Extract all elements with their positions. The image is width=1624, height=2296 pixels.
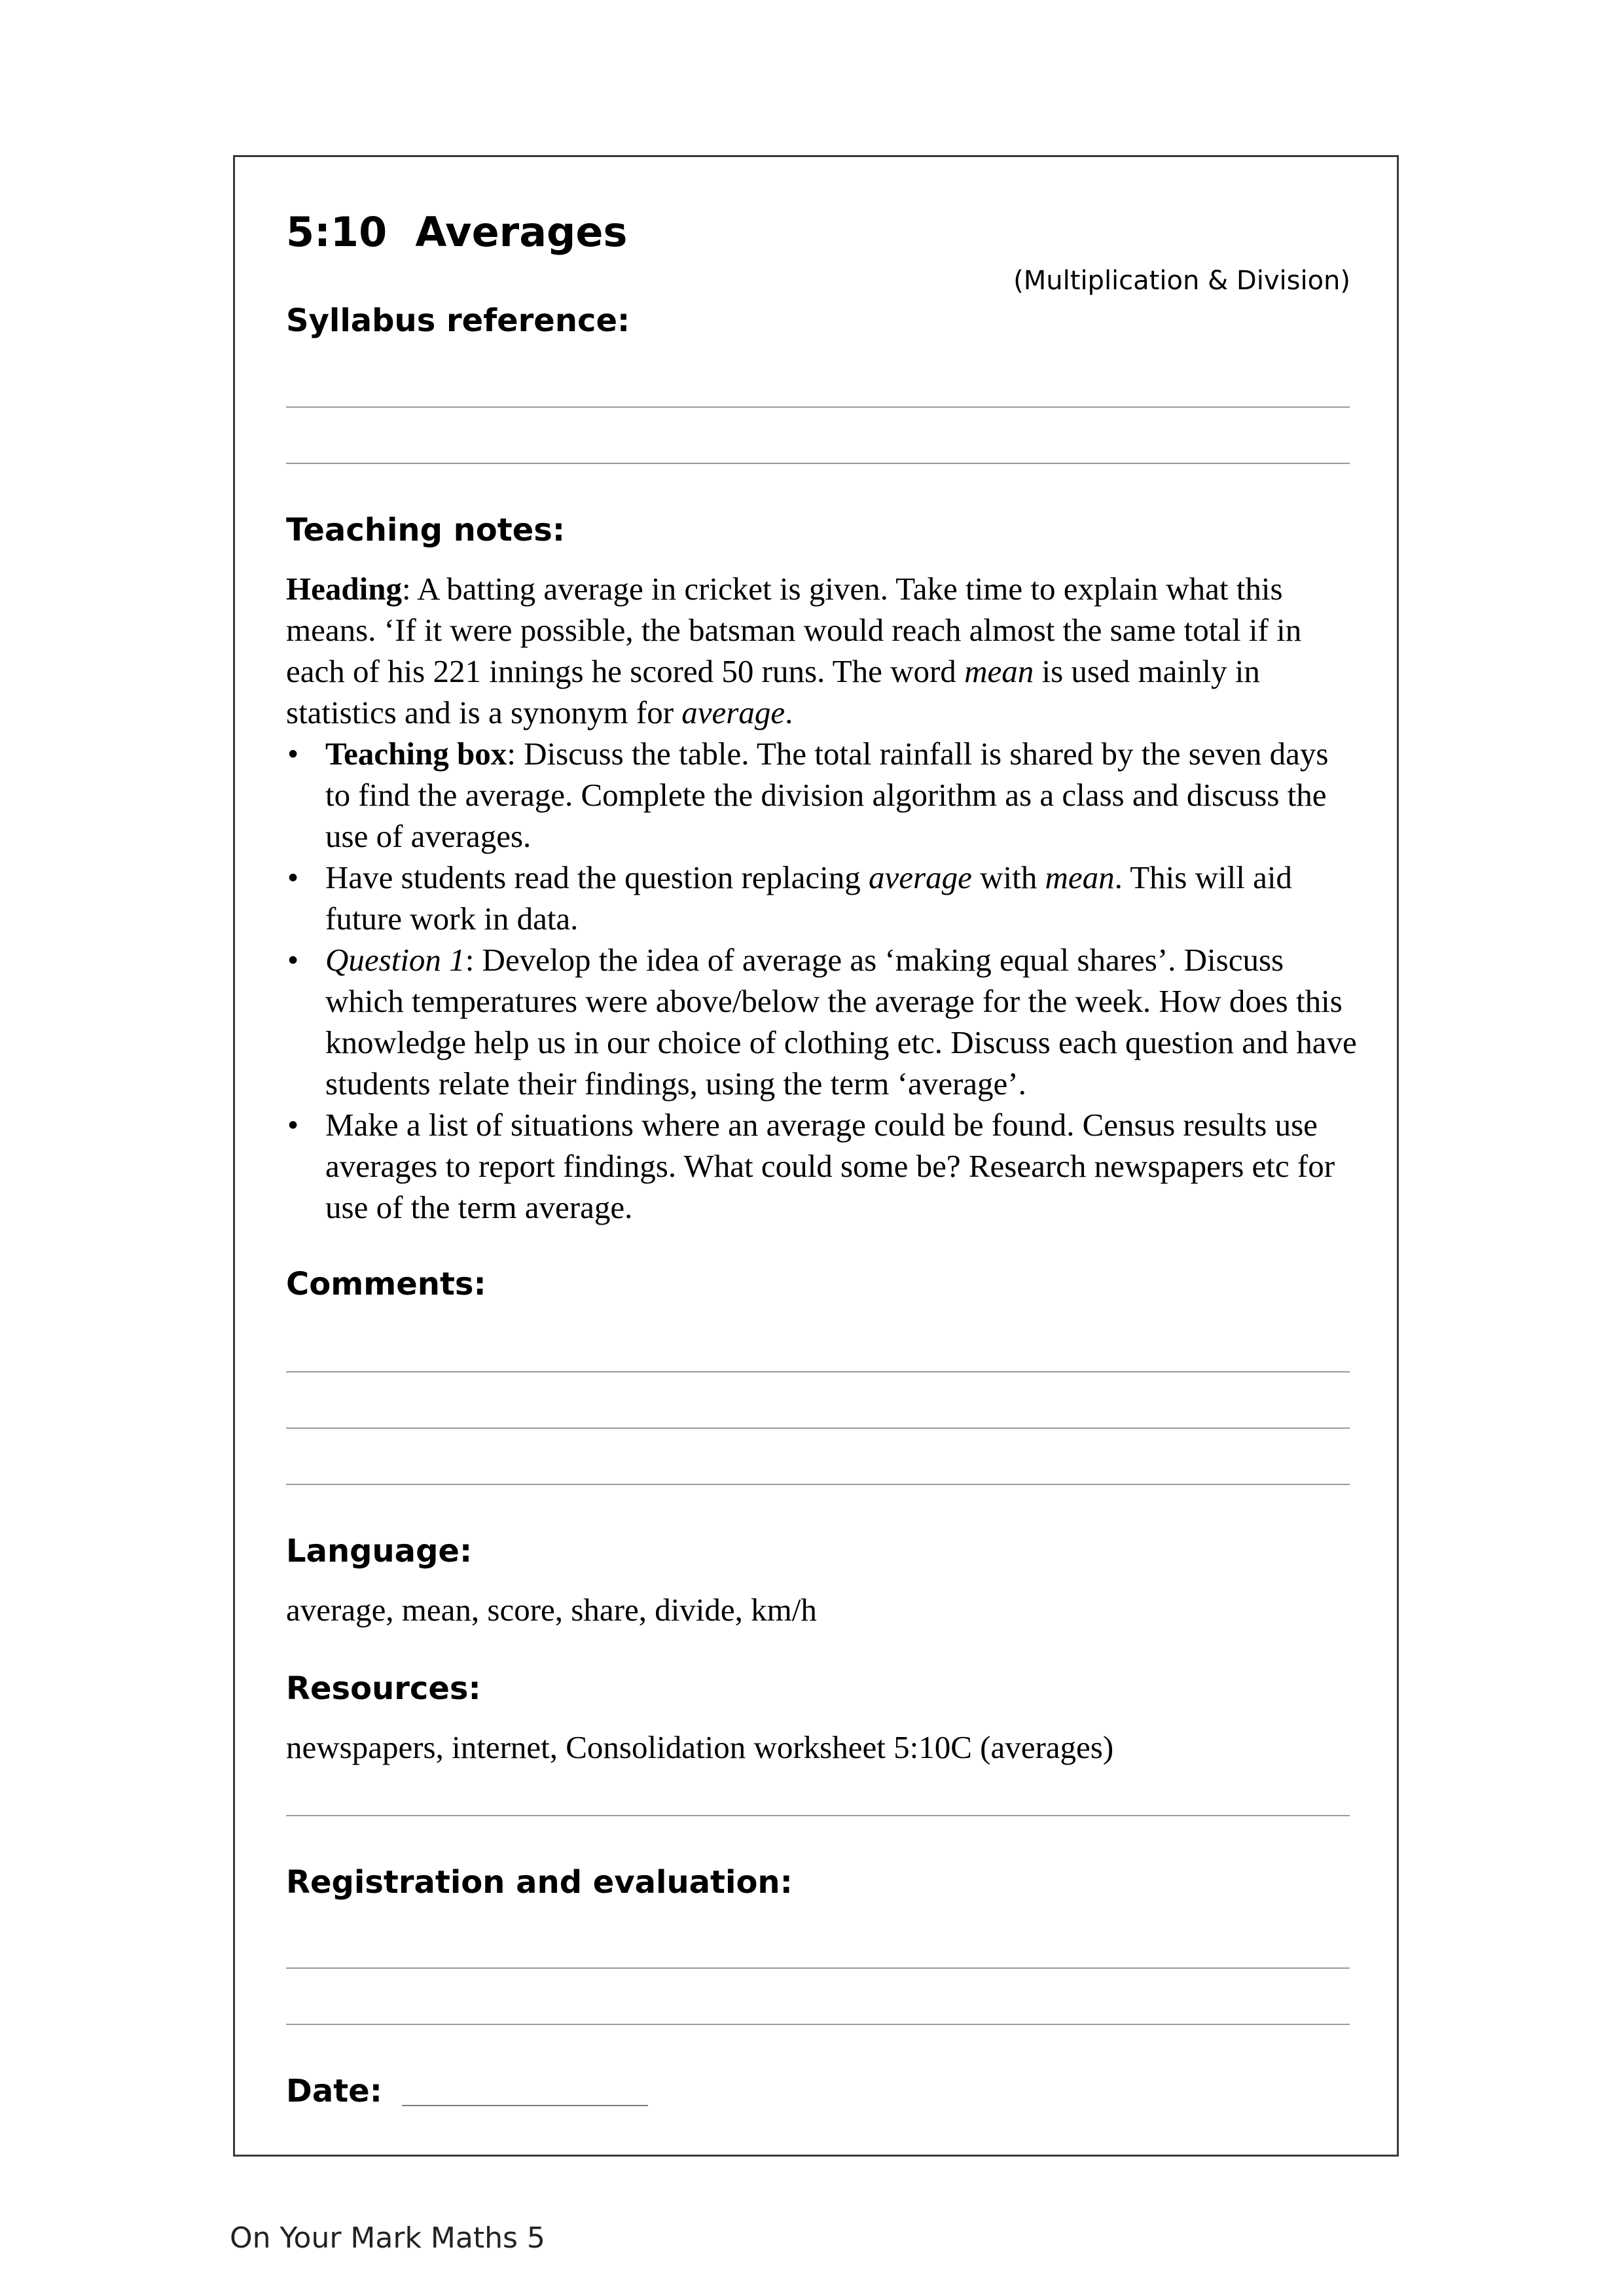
list-item <box>286 939 1360 1104</box>
comments-line-1 <box>286 1371 1350 1372</box>
bullet-text: with <box>971 859 1045 895</box>
list-item <box>286 733 1360 857</box>
intro-lead: Heading <box>286 571 402 607</box>
teaching-notes-intro <box>286 568 1360 733</box>
bullet-italic: mean <box>1045 859 1115 895</box>
bullet-text: : Develop the idea of average as ‘making equal shares’. Discuss which temperatures were above/below the average for the week. How does this knowledge help us in our choice of clothing etc. Discuss each question and have students relate their findings, using the term ‘average’. <box>325 942 1357 1102</box>
syllabus-heading: Syllabus reference: <box>286 302 630 339</box>
resources-line <box>286 1815 1350 1816</box>
resources-text: newspapers, internet, Consolidation worksheet 5:10C (averages) <box>286 1729 1114 1765</box>
resources-heading: Resources: <box>286 1670 481 1707</box>
language-heading: Language: <box>286 1533 473 1570</box>
bullet-icon: • <box>287 1107 299 1143</box>
bullet-icon: • <box>287 859 299 895</box>
bullet-text: . This will aid future work in data. <box>325 859 1292 937</box>
teaching-notes-list <box>286 733 1360 1228</box>
date-heading: Date: <box>286 2073 382 2109</box>
intro-italic-1: mean <box>964 653 1034 689</box>
language-text: average, mean, score, share, divide, km/h <box>286 1592 817 1628</box>
bullet-italic: average <box>869 859 972 895</box>
bullet-text: Make a list of situations where an average could be found. Census results use averages to report findings. What could some be? Research newspapers etc for use of the term average. <box>325 1107 1335 1225</box>
strand-label: (Multiplication & Division) <box>1013 266 1350 296</box>
comments-line-3 <box>286 1484 1350 1485</box>
bullet-icon: • <box>287 736 299 772</box>
comments-heading: Comments: <box>286 1266 486 1302</box>
bullet-text: Have students read the question replacing <box>325 859 869 895</box>
list-item <box>286 857 1360 939</box>
comments-line-2 <box>286 1427 1350 1429</box>
teaching-notes-heading: Teaching notes: <box>286 512 566 548</box>
bullet-lead: Question 1 <box>325 942 465 978</box>
intro-text-2: is used mainly in statistics and is a synonym for <box>286 653 1260 730</box>
bullet-icon: • <box>287 942 299 978</box>
date-line <box>402 2105 648 2106</box>
registration-line-2 <box>286 2024 1350 2025</box>
intro-text-3: . <box>785 694 793 730</box>
page-title: 5:10 Averages <box>286 208 628 256</box>
syllabus-line-2 <box>286 463 1350 464</box>
intro-italic-2: average <box>681 694 785 730</box>
bullet-lead: Teaching box <box>325 736 507 772</box>
intro-text-1: : A batting average in cricket is given. Take time to explain what this means. ‘If it were possible, the batsman would reach almost the same total if in each of his 221 innings he scored 50 runs. The word <box>286 571 1302 689</box>
registration-line-1 <box>286 1967 1350 1969</box>
syllabus-line-1 <box>286 406 1350 408</box>
footer-text: On Your Mark Maths 5 <box>230 2221 545 2255</box>
bullet-text: : Discuss the table. The total rainfall is shared by the seven days to find the average. Complete the division algorithm as a class and discuss the use of averages. <box>325 736 1329 854</box>
teaching-notes-body <box>286 568 1360 1228</box>
list-item <box>286 1104 1360 1228</box>
registration-heading: Registration and evaluation: <box>286 1864 793 1901</box>
